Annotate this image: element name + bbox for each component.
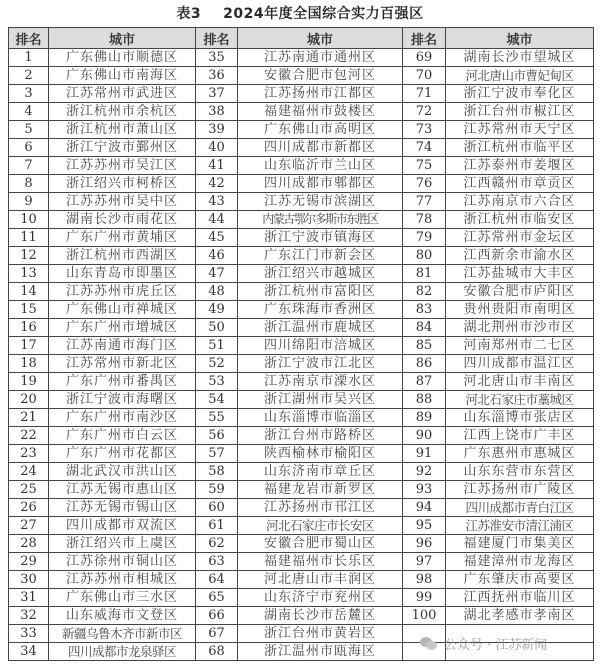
rank-cell: 56: [196, 427, 238, 445]
rank-cell: 48: [196, 283, 238, 301]
rank-cell: 12: [9, 247, 49, 265]
rank-cell: 63: [196, 553, 238, 571]
city-cell: 山东青岛市即墨区: [49, 265, 196, 283]
city-cell: 浙江杭州市临平区: [446, 139, 594, 157]
city-cell: 广东佛山市禅城区: [49, 301, 196, 319]
rank-cell: 53: [196, 373, 238, 391]
city-cell: 四川绵阳市涪城区: [238, 337, 403, 355]
city-cell: 广东惠州市惠城区: [446, 445, 594, 463]
rank-cell: 44: [196, 211, 238, 229]
city-cell: 浙江绍兴市上虞区: [49, 535, 196, 553]
table-row: [9, 463, 594, 481]
table-row: [9, 175, 594, 193]
rank-cell: 89: [403, 409, 446, 427]
table-row: [9, 373, 594, 391]
rank-cell: 67: [196, 625, 238, 643]
city-cell: 江苏扬州市江都区: [238, 85, 403, 103]
table-row: [9, 211, 594, 229]
city-cell: 浙江杭州市西湖区: [49, 247, 196, 265]
city-cell: 福建厦门市集美区: [446, 535, 594, 553]
watermark: [420, 634, 547, 653]
city-cell: 四川成都市青白江区: [446, 499, 594, 517]
rank-cell: 16: [9, 319, 49, 337]
city-cell: 浙江宁波市奉化区: [446, 85, 594, 103]
header-city: 城市: [49, 28, 196, 49]
rank-cell: 46: [196, 247, 238, 265]
rank-cell: 82: [403, 283, 446, 301]
rank-cell: 57: [196, 445, 238, 463]
city-cell: 浙江杭州市富阳区: [238, 283, 403, 301]
city-cell: 江苏苏州市吴中区: [49, 193, 196, 211]
table-row: [9, 409, 594, 427]
rank-cell: 5: [9, 121, 49, 139]
city-cell: 广东佛山市南海区: [49, 67, 196, 85]
rank-cell: 3: [9, 85, 49, 103]
city-cell: 江西新余市渝水区: [446, 247, 594, 265]
rank-cell: 6: [9, 139, 49, 157]
city-cell: 湖南长沙市望城区: [446, 49, 594, 67]
city-cell: 浙江台州市路桥区: [238, 427, 403, 445]
city-cell: 新疆乌鲁木齐市新市区: [49, 625, 196, 643]
rank-cell: 18: [9, 355, 49, 373]
rank-cell: 59: [196, 481, 238, 499]
rank-cell: 81: [403, 265, 446, 283]
rank-cell: 49: [196, 301, 238, 319]
table-title-text: 2024年度全国综合实力百强区: [223, 6, 424, 22]
city-cell: 江西抚州市临川区: [446, 589, 594, 607]
city-cell: 江苏无锡市锡山区: [49, 499, 196, 517]
city-cell: 江西赣州市章贡区: [446, 175, 594, 193]
city-cell: 江苏扬州市邗江区: [238, 499, 403, 517]
rank-cell: 41: [196, 157, 238, 175]
rank-cell: 73: [403, 121, 446, 139]
rank-cell: 15: [9, 301, 49, 319]
rank-cell: 50: [196, 319, 238, 337]
table-row: [9, 481, 594, 499]
rank-cell: 8: [9, 175, 49, 193]
city-cell: 四川成都市新都区: [238, 139, 403, 157]
rank-cell: 84: [403, 319, 446, 337]
rank-cell: 21: [9, 409, 49, 427]
city-cell: 广东珠海市香洲区: [238, 301, 403, 319]
city-cell: 河南郑州市二七区: [446, 337, 594, 355]
rank-cell: 72: [403, 103, 446, 121]
rank-cell: 17: [9, 337, 49, 355]
city-cell: 江苏盐城市大丰区: [446, 265, 594, 283]
table-row: [9, 337, 594, 355]
watermark-text: 公众号 · 江苏新闻: [444, 638, 548, 653]
city-cell: 山东东营市东营区: [446, 463, 594, 481]
city-cell: 江苏苏州市吴江区: [49, 157, 196, 175]
rank-cell: 58: [196, 463, 238, 481]
wechat-icon: [420, 637, 438, 651]
rank-cell: 98: [403, 571, 446, 589]
rank-cell: 97: [403, 553, 446, 571]
rank-cell: 66: [196, 607, 238, 625]
rank-cell: 38: [196, 103, 238, 121]
rank-cell: 70: [403, 67, 446, 85]
rank-cell: 77: [403, 193, 446, 211]
rank-cell: 23: [9, 445, 49, 463]
table-row: [9, 355, 594, 373]
city-cell: 安徽合肥市蜀山区: [238, 535, 403, 553]
table-row: [9, 553, 594, 571]
rank-cell: 71: [403, 85, 446, 103]
table-row: [9, 103, 594, 121]
table-row: [9, 121, 594, 139]
city-cell: 陕西榆林市榆阳区: [238, 445, 403, 463]
header-rank: 排名: [403, 28, 446, 49]
rank-cell: 87: [403, 373, 446, 391]
table-row: [9, 427, 594, 445]
city-cell: 江苏苏州市相城区: [49, 571, 196, 589]
city-cell: 浙江台州市椒江区: [446, 103, 594, 121]
table-row: [9, 139, 594, 157]
table-number: 表3: [176, 6, 202, 22]
city-cell: 福建龙岩市新罗区: [238, 481, 403, 499]
city-cell: 江苏南通市通州区: [238, 49, 403, 67]
city-cell: 江苏泰州市姜堰区: [446, 157, 594, 175]
city-cell: 江西上饶市广丰区: [446, 427, 594, 445]
rank-cell: 43: [196, 193, 238, 211]
city-cell: 湖北荆州市沙市区: [446, 319, 594, 337]
city-cell: 广东佛山市三水区: [49, 589, 196, 607]
city-cell: 浙江杭州市萧山区: [49, 121, 196, 139]
table-row: [9, 391, 594, 409]
city-cell: 河北唐山市丰润区: [238, 571, 403, 589]
rank-cell: 35: [196, 49, 238, 67]
ranking-table: [8, 27, 594, 661]
rank-cell: 51: [196, 337, 238, 355]
city-cell: 浙江宁波市海曙区: [49, 391, 196, 409]
city-cell: 四川成都市温江区: [446, 355, 594, 373]
rank-cell: 74: [403, 139, 446, 157]
rank-cell: 78: [403, 211, 446, 229]
city-cell: 山东淄博市临淄区: [238, 409, 403, 427]
rank-cell: 92: [403, 463, 446, 481]
city-cell: 福建福州市鼓楼区: [238, 103, 403, 121]
city-cell: 河北石家庄市藁城区: [446, 391, 594, 409]
city-cell: 四川成都市双流区: [49, 517, 196, 535]
rank-cell: 61: [196, 517, 238, 535]
city-cell: 贵州贵阳市南明区: [446, 301, 594, 319]
rank-cell: 11: [9, 229, 49, 247]
city-cell: 江苏常州市武进区: [49, 85, 196, 103]
rank-cell: 88: [403, 391, 446, 409]
table-row: [9, 517, 594, 535]
city-cell: 浙江宁波市鄞州区: [49, 139, 196, 157]
city-cell: 江苏常州市天宁区: [446, 121, 594, 139]
city-cell: 福建福州市长乐区: [238, 553, 403, 571]
rank-cell: 80: [403, 247, 446, 265]
city-cell: 江苏南京市溧水区: [238, 373, 403, 391]
rank-cell: 47: [196, 265, 238, 283]
city-cell: 江苏淮安市清江浦区: [446, 517, 594, 535]
rank-cell: 20: [9, 391, 49, 409]
table-row: [9, 301, 594, 319]
rank-cell: 60: [196, 499, 238, 517]
table-header-row: [9, 28, 594, 49]
table-row: [9, 589, 594, 607]
city-cell: 江苏常州市新北区: [49, 355, 196, 373]
rank-cell: 37: [196, 85, 238, 103]
city-cell: 四川成都市郫都区: [238, 175, 403, 193]
city-cell: 山东济南市章丘区: [238, 463, 403, 481]
rank-cell: 90: [403, 427, 446, 445]
city-cell: 江苏无锡市滨湖区: [238, 193, 403, 211]
city-cell: 广东肇庆市高要区: [446, 571, 594, 589]
rank-cell: 96: [403, 535, 446, 553]
city-cell: 浙江杭州市余杭区: [49, 103, 196, 121]
rank-cell: 7: [9, 157, 49, 175]
header-city: 城市: [238, 28, 403, 49]
city-cell: 四川成都市龙泉驿区: [49, 643, 196, 661]
city-cell: 浙江绍兴市柯桥区: [49, 175, 196, 193]
city-cell: 浙江宁波市镇海区: [238, 229, 403, 247]
city-cell: 山东临沂市兰山区: [238, 157, 403, 175]
city-cell: 河北唐山市丰南区: [446, 373, 594, 391]
city-cell: 江苏无锡市惠山区: [49, 481, 196, 499]
city-cell: 山东淄博市张店区: [446, 409, 594, 427]
city-cell: 浙江杭州市临安区: [446, 211, 594, 229]
table-row: [9, 445, 594, 463]
rank-cell: 4: [9, 103, 49, 121]
rank-cell: 22: [9, 427, 49, 445]
header-rank: 排名: [9, 28, 49, 49]
rank-cell: 100: [403, 607, 446, 625]
rank-cell: 25: [9, 481, 49, 499]
rank-cell: 75: [403, 157, 446, 175]
city-cell: 湖南长沙市雨花区: [49, 211, 196, 229]
city-cell: 浙江湖州市吴兴区: [238, 391, 403, 409]
city-cell: 广东佛山市高明区: [238, 121, 403, 139]
city-cell: 江苏苏州市虎丘区: [49, 283, 196, 301]
rank-cell: 65: [196, 589, 238, 607]
city-cell: 河北石家庄市长安区: [238, 517, 403, 535]
table-row: [9, 67, 594, 85]
rank-cell: 30: [9, 571, 49, 589]
rank-cell: 91: [403, 445, 446, 463]
table-row: [9, 265, 594, 283]
table-row: [9, 247, 594, 265]
rank-cell: 83: [403, 301, 446, 319]
city-cell: 江苏扬州市广陵区: [446, 481, 594, 499]
city-cell: 浙江温州市鹿城区: [238, 319, 403, 337]
rank-cell: 54: [196, 391, 238, 409]
city-cell: 湖南长沙市岳麓区: [238, 607, 403, 625]
rank-cell: 28: [9, 535, 49, 553]
table-row: [9, 193, 594, 211]
rank-cell: 68: [196, 643, 238, 661]
header-rank: 排名: [196, 28, 238, 49]
city-cell: 广东广州市白云区: [49, 427, 196, 445]
rank-cell: 19: [9, 373, 49, 391]
rank-cell: 69: [403, 49, 446, 67]
rank-cell: 45: [196, 229, 238, 247]
rank-cell: 36: [196, 67, 238, 85]
rank-cell: 14: [9, 283, 49, 301]
city-cell: 广东广州市增城区: [49, 319, 196, 337]
city-cell: 江苏南通市海门区: [49, 337, 196, 355]
table-row: [9, 85, 594, 103]
table-title: [0, 3, 600, 23]
rank-cell: 42: [196, 175, 238, 193]
rank-cell: 26: [9, 499, 49, 517]
rank-cell: 29: [9, 553, 49, 571]
city-cell: 河北唐山市曹妃甸区: [446, 67, 594, 85]
rank-cell: 93: [403, 481, 446, 499]
rank-cell: 95: [403, 517, 446, 535]
city-cell: 浙江台州市黄岩区: [238, 625, 403, 643]
city-cell: 江苏常州市金坛区: [446, 229, 594, 247]
rank-cell: 64: [196, 571, 238, 589]
header-city: 城市: [446, 28, 594, 49]
rank-cell: 76: [403, 175, 446, 193]
rank-cell: 55: [196, 409, 238, 427]
rank-cell: 94: [403, 499, 446, 517]
table-row: [9, 499, 594, 517]
rank-cell: 9: [9, 193, 49, 211]
rank-cell: 33: [9, 625, 49, 643]
table-row: [9, 607, 594, 625]
city-cell: 福建漳州市龙海区: [446, 553, 594, 571]
city-cell: 山东济宁市兖州区: [238, 589, 403, 607]
city-cell: 广东广州市番禺区: [49, 373, 196, 391]
table-row: [9, 49, 594, 67]
table-row: [9, 319, 594, 337]
rank-cell: 24: [9, 463, 49, 481]
rank-cell: 2: [9, 67, 49, 85]
rank-cell: 52: [196, 355, 238, 373]
rank-cell: 62: [196, 535, 238, 553]
city-cell: 广东广州市南沙区: [49, 409, 196, 427]
rank-cell: 86: [403, 355, 446, 373]
rank-cell: 32: [9, 607, 49, 625]
rank-cell: 99: [403, 589, 446, 607]
city-cell: 浙江宁波市江北区: [238, 355, 403, 373]
rank-cell: 27: [9, 517, 49, 535]
rank-cell: 85: [403, 337, 446, 355]
city-cell: 内蒙古鄂尔多斯市东胜区: [238, 211, 403, 229]
rank-cell: 79: [403, 229, 446, 247]
city-cell: 浙江绍兴市越城区: [238, 265, 403, 283]
city-cell: 湖北武汉市洪山区: [49, 463, 196, 481]
city-cell: 广东佛山市顺德区: [49, 49, 196, 67]
table-body: [9, 49, 594, 661]
rank-cell: 13: [9, 265, 49, 283]
city-cell: 浙江温州市瓯海区: [238, 643, 403, 661]
table-row: [9, 157, 594, 175]
city-cell: 广东广州市黄埔区: [49, 229, 196, 247]
rank-cell: 1: [9, 49, 49, 67]
table-row: [9, 229, 594, 247]
city-cell: 安徽合肥市庐阳区: [446, 283, 594, 301]
table-row: [9, 535, 594, 553]
city-cell: 安徽合肥市包河区: [238, 67, 403, 85]
rank-cell: 40: [196, 139, 238, 157]
city-cell: 江苏徐州市铜山区: [49, 553, 196, 571]
city-cell: 山东威海市文登区: [49, 607, 196, 625]
city-cell: 湖北孝感市孝南区: [446, 607, 594, 625]
city-cell: 广东江门市新会区: [238, 247, 403, 265]
city-cell: 江苏南京市六合区: [446, 193, 594, 211]
rank-cell: 39: [196, 121, 238, 139]
rank-cell: 34: [9, 643, 49, 661]
rank-cell: 31: [9, 589, 49, 607]
city-cell: 广东广州市花都区: [49, 445, 196, 463]
table-row: [9, 283, 594, 301]
rank-cell: 10: [9, 211, 49, 229]
table-row: [9, 571, 594, 589]
